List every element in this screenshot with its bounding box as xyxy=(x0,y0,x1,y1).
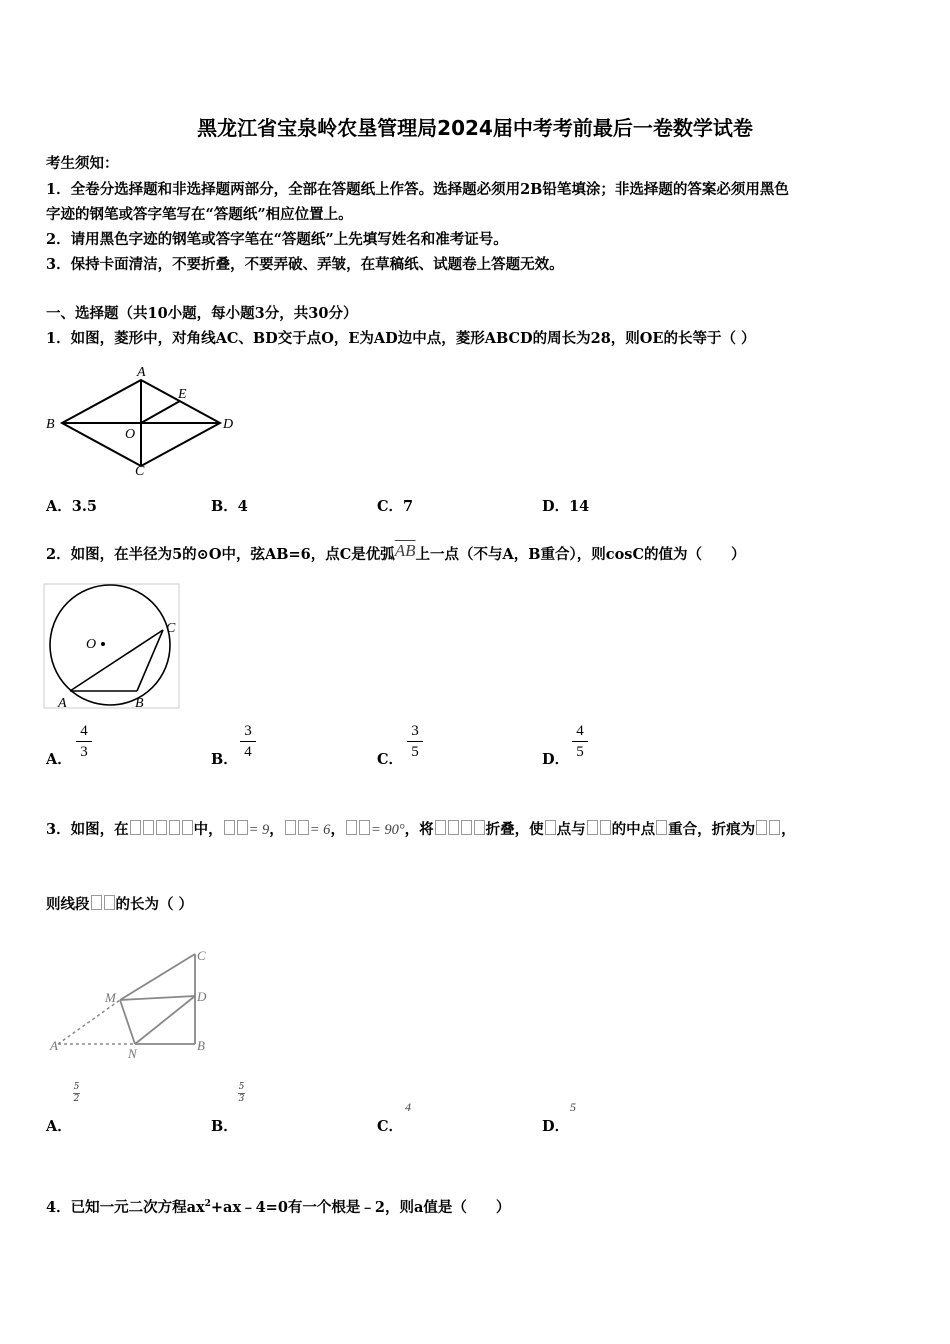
notice-item-1: 1．全卷分选择题和非选择题两部分，全部在答题纸上作答。选择题必须用2B铅笔填涂；非选择题的答案必须用黑色 xyxy=(46,181,789,198)
q3-t6: 折叠，使 xyxy=(485,821,544,838)
q3-placeholder-triangle xyxy=(129,821,194,838)
q3-option-a-fraction xyxy=(73,1082,80,1105)
q2-label-b: B xyxy=(135,696,144,711)
q2-option-c-letter: C． xyxy=(377,751,404,768)
notice-item-2: 2．请用黑色字迹的钢笔或答字笔在“答题纸”上先填写姓名和准考证号。 xyxy=(46,231,508,248)
q3-text xyxy=(46,818,796,839)
q4-text-b: +ax﹣4=0有一个根是﹣2，则a值是（ ） xyxy=(210,1199,511,1216)
q2-text xyxy=(46,541,746,564)
q4-text-a: 4．已知一元二次方程ax xyxy=(46,1199,205,1216)
q1-text: 1．如图，菱形中，对角线AC、BD交于点O，E为AD边中点，菱形ABCD的周长为28，则OE的长等于（ ） xyxy=(46,330,756,347)
q1-rhombus-figure xyxy=(40,360,240,480)
q2-label-a: A xyxy=(58,696,67,711)
q2-option-d-num: 4 xyxy=(576,723,584,739)
q1-label-d: D xyxy=(223,417,234,432)
q3-triangle-figure xyxy=(40,940,220,1065)
q3-option-b-fraction xyxy=(238,1082,245,1105)
q3-line2b: 的长为（ ） xyxy=(115,896,194,913)
q3-t5: ，将 xyxy=(404,821,434,838)
q2-option-a-den: 3 xyxy=(80,744,88,760)
q1-option-d: D．14 xyxy=(542,498,590,515)
q3-t7: 点与 xyxy=(556,821,586,838)
q3-f1: = 9 xyxy=(248,822,270,838)
q2-option-d-fraction xyxy=(572,722,588,761)
q3-t9: 重合，折痕为 xyxy=(668,821,756,838)
q3-option-a-letter: A． xyxy=(46,1118,72,1135)
q2-option-a-num: 4 xyxy=(80,723,88,739)
q3-label-c: C xyxy=(197,948,206,963)
q2-option-c-den: 5 xyxy=(411,744,419,760)
q2-option-b-fraction xyxy=(240,722,256,761)
page-title: 黑龙江省宝泉岭农垦管理局2024届中考考前最后一卷数学试卷 xyxy=(197,116,753,140)
q2-text-b: 上一点（不与A，B重合），则cosC的值为（ ） xyxy=(415,546,746,563)
q2-option-a-letter: A． xyxy=(46,751,72,768)
q3-label-d: D xyxy=(197,989,207,1004)
notice-heading: 考生须知： xyxy=(46,155,119,172)
q3-t4: ， xyxy=(330,821,345,838)
q2-circle-figure xyxy=(40,582,185,712)
q1-label-e: E xyxy=(178,387,187,402)
q2-option-d-den: 5 xyxy=(576,744,584,760)
q3-option-d-value: 5 xyxy=(570,1100,576,1114)
q3-option-c-value: 4 xyxy=(405,1100,411,1114)
notice-item-3: 3．保持卡面清洁，不要折叠，不要弄破、弄皱，在草稿纸、试题卷上答题无效。 xyxy=(46,256,564,273)
q3-option-d-letter: D． xyxy=(542,1118,570,1135)
q3-option-a-den: 2 xyxy=(73,1094,80,1104)
q3-f2: = 6 xyxy=(309,822,331,838)
q1-label-a: A xyxy=(137,365,146,380)
q3-label-m: M xyxy=(105,990,116,1005)
q1-option-b: B．4 xyxy=(211,498,248,515)
q3-option-b-num: 5 xyxy=(238,1082,245,1092)
q3-option-b-letter: B． xyxy=(211,1118,238,1135)
q2-option-d-letter: D． xyxy=(542,751,570,768)
q3-t8: 的中点 xyxy=(611,821,656,838)
q1-label-o: O xyxy=(125,427,136,442)
q3-f3: = 90° xyxy=(370,822,405,838)
q2-label-o: O xyxy=(86,637,97,652)
q2-text-a: 2．如图，在半径为5的⊙O中，弦AB=6，点C是优弧 xyxy=(46,546,395,563)
q1-option-a: A．3.5 xyxy=(46,498,97,515)
section-heading: 一、选择题（共10小题，每小题3分，共30分） xyxy=(46,305,358,322)
q3-option-a-num: 5 xyxy=(73,1082,80,1092)
q4-text xyxy=(46,1196,510,1217)
q1-option-c: C．7 xyxy=(377,498,414,515)
q3-label-b: B xyxy=(197,1038,205,1053)
q2-option-c-fraction xyxy=(407,722,423,761)
q2-option-b-den: 4 xyxy=(244,744,252,760)
q1-label-c: C xyxy=(135,464,145,479)
notice-item-1-cont: 字迹的钢笔或答字笔写在“答题纸”相应位置上。 xyxy=(46,206,353,223)
q3-option-b-den: 3 xyxy=(238,1094,245,1104)
q1-label-b: B xyxy=(46,417,55,432)
q3-t1: 3．如图，在 xyxy=(46,821,129,838)
q4-superscript: 2 xyxy=(204,1199,211,1210)
q2-option-c-num: 3 xyxy=(411,723,419,739)
q3-label-n: N xyxy=(128,1046,137,1061)
q3-option-c-letter: C． xyxy=(377,1118,404,1135)
q3-t2: 中， xyxy=(193,821,223,838)
q3-t3: ， xyxy=(269,821,284,838)
q3-line2a: 则线段 xyxy=(46,896,90,913)
q3-label-a: A xyxy=(50,1038,58,1053)
q3-t10: ， xyxy=(781,821,796,838)
q2-option-b-letter: B． xyxy=(211,751,238,768)
q2-arc-ab: $\overline{AB}$ xyxy=(394,541,416,560)
q2-label-c: C xyxy=(166,621,176,636)
q2-option-b-num: 3 xyxy=(244,723,252,739)
q3-text-line2 xyxy=(46,893,193,914)
q2-option-a-fraction xyxy=(76,722,92,761)
